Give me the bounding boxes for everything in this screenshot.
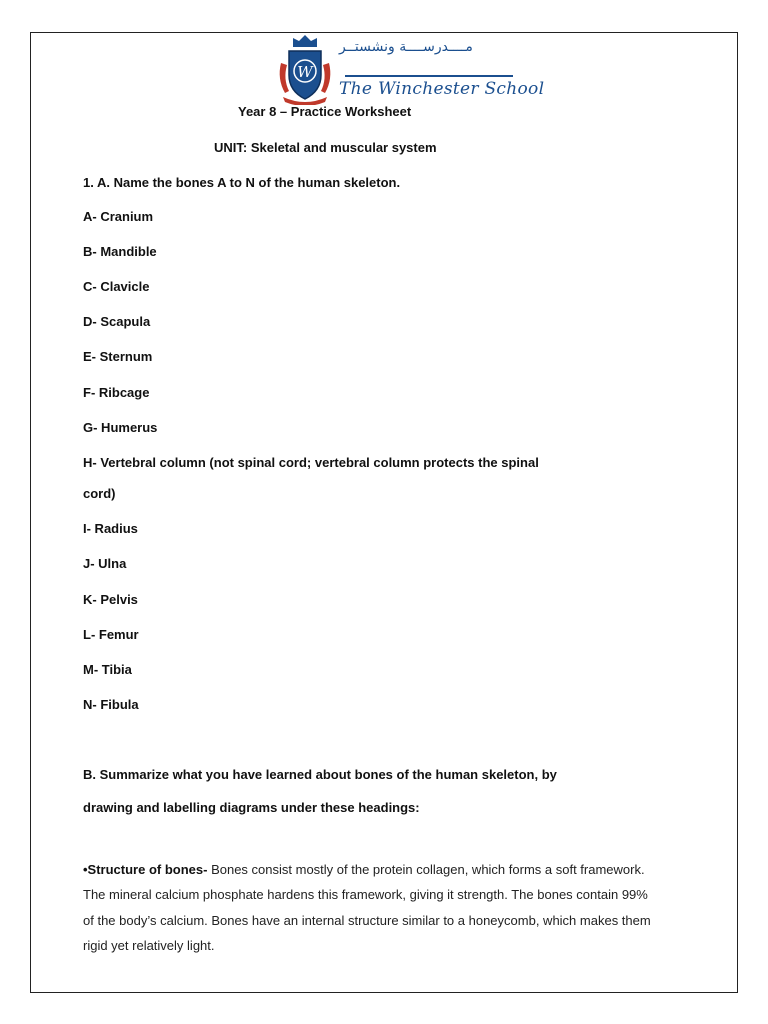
answer-h-continued: cord) (83, 486, 116, 501)
crest-letter: W (297, 63, 313, 81)
question-1a-prompt: 1. A. Name the bones A to N of the human skeleton. (83, 175, 401, 190)
structure-heading: •Structure of bones- (83, 862, 208, 877)
school-logo (275, 33, 545, 105)
worksheet-title: Year 8 – Practice Worksheet (238, 104, 412, 119)
answer-g: G- Humerus (83, 420, 158, 435)
answer-b: B- Mandible (83, 244, 157, 259)
answer-d: D- Scapula (83, 314, 151, 329)
structure-of-bones-paragraph (83, 857, 653, 958)
answer-k: K- Pelvis (83, 592, 138, 607)
answer-i: I- Radius (83, 521, 138, 536)
school-name: The Winchester School (339, 79, 545, 99)
unit-title: UNIT: Skeletal and muscular system (214, 140, 437, 155)
arabic-school-name: مــــدرســــة ونشستــر (339, 39, 473, 55)
answer-j: J- Ulna (83, 556, 127, 571)
answer-e: E- Sternum (83, 349, 153, 364)
answer-l: L- Femur (83, 627, 139, 642)
question-1b-line-1: B. Summarize what you have learned about bones of the human skeleton, by (83, 767, 557, 782)
answer-n: N- Fibula (83, 697, 139, 712)
answer-h: H- Vertebral column (not spinal cord; vertebral column protects the spinal (83, 455, 539, 470)
answer-c: C- Clavicle (83, 279, 150, 294)
logo-rule (345, 75, 513, 77)
crest-icon (275, 33, 335, 105)
answer-f: F- Ribcage (83, 385, 150, 400)
answer-m: M- Tibia (83, 662, 132, 677)
structure-text: Bones consist mostly of the protein collagen, which forms a soft framework. The mineral calcium phosphate hardens this framework, giving it strength. The bones contain 99% of the body’s calcium. Bones have an internal structure similar to a honeycomb, which makes them rigid yet relatively light. (83, 862, 651, 953)
answer-a: A- Cranium (83, 209, 154, 224)
question-1b-line-2: drawing and labelling diagrams under these headings: (83, 800, 420, 815)
